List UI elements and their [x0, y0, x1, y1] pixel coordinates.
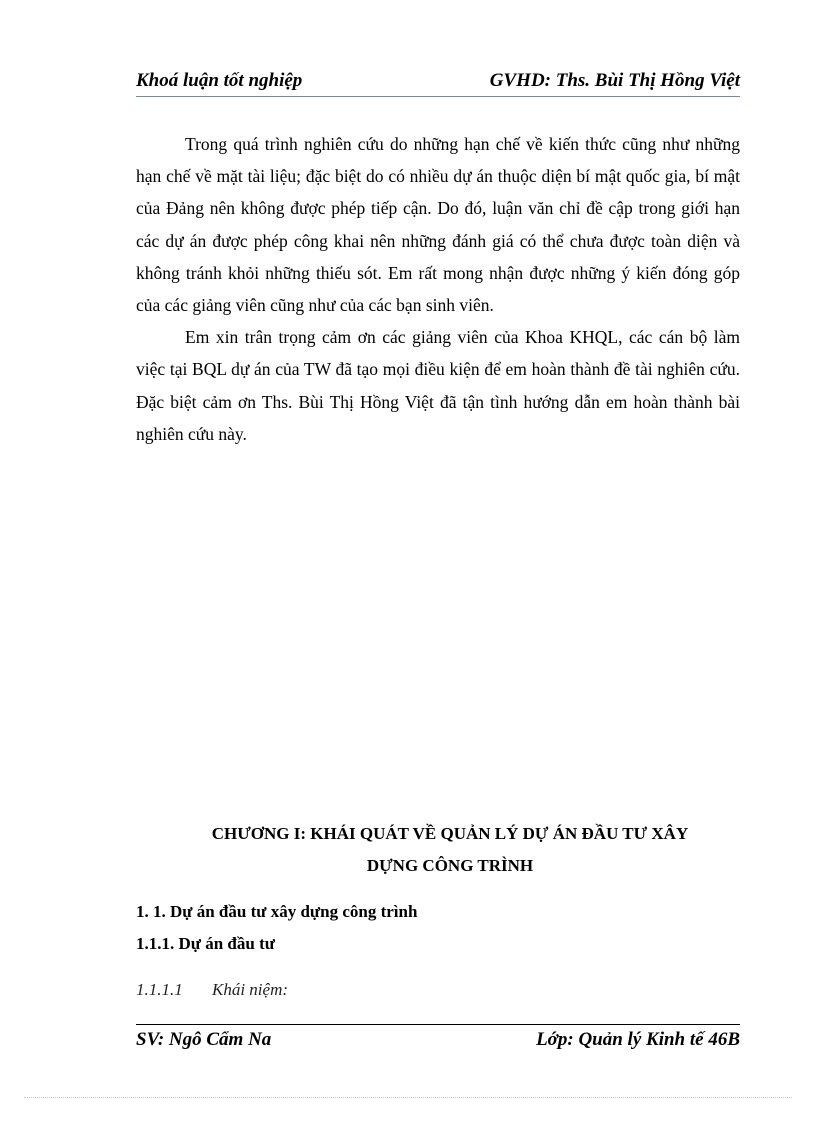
header-advisor: GVHD: Ths. Bùi Thị Hồng Việt [489, 70, 740, 91]
section-heading-1-1-1: 1.1.1. Dự án đầu tư [136, 934, 275, 953]
section-heading-1: 1. 1. Dự án đầu tư xây dựng công trình [136, 902, 418, 921]
chapter-title-line-2: DỰNG CÔNG TRÌNH [366, 856, 534, 875]
footer-class: Lớp: Quản lý Kinh tế 46B [536, 1029, 740, 1050]
paragraph-acknowledgements: Em xin trân trọng cảm ơn các giảng viên của Khoa KHQL, các cán bộ làm việc tại BQL dự án của TW đã tạo mọi điều kiện để em hoàn thành đề tài nghiên cứu. Đặc biệt cảm ơn Ths. Bùi Thị Hồng Việt đã tận tình hướng dẫn em hoàn thành bài nghiên cứu này. [136, 327, 740, 444]
chapter-title-line-1: CHƯƠNG I: KHÁI QUÁT VỀ QUẢN LÝ DỰ ÁN ĐẦU TƯ XÂY [211, 824, 689, 843]
section-heading-1-1-1-1 [136, 976, 288, 1004]
chapter-title [136, 818, 740, 882]
section-number: 1.1.1.1 [136, 980, 183, 999]
page-footer [136, 1024, 740, 1051]
page-bottom-divider [24, 1097, 792, 1098]
footer-student: SV: Ngô Cẩm Na [136, 1029, 272, 1050]
section-title: Khái niệm: [212, 980, 289, 999]
header-thesis-title: Khoá luận tốt nghiệp [136, 70, 303, 91]
body-text [136, 128, 740, 450]
paragraph-limitations: Trong quá trình nghiên cứu do những hạn chế về kiến thức cũng như những hạn chế về mặt tài liệu; đặc biệt do có nhiều dự án thuộc diện bí mật quốc gia, bí mật của Đảng nên không được phép tiếp cận. Do đó, luận văn chỉ đề cập trong giới hạn các dự án được phép công khai nên những đánh giá có thể chưa được toàn diện và không tránh khỏi những thiếu sót. Em rất mong nhận được những ý kiến đóng góp của các giảng viên cũng như của các bạn sinh viên. [136, 134, 740, 316]
page-header [136, 70, 740, 97]
